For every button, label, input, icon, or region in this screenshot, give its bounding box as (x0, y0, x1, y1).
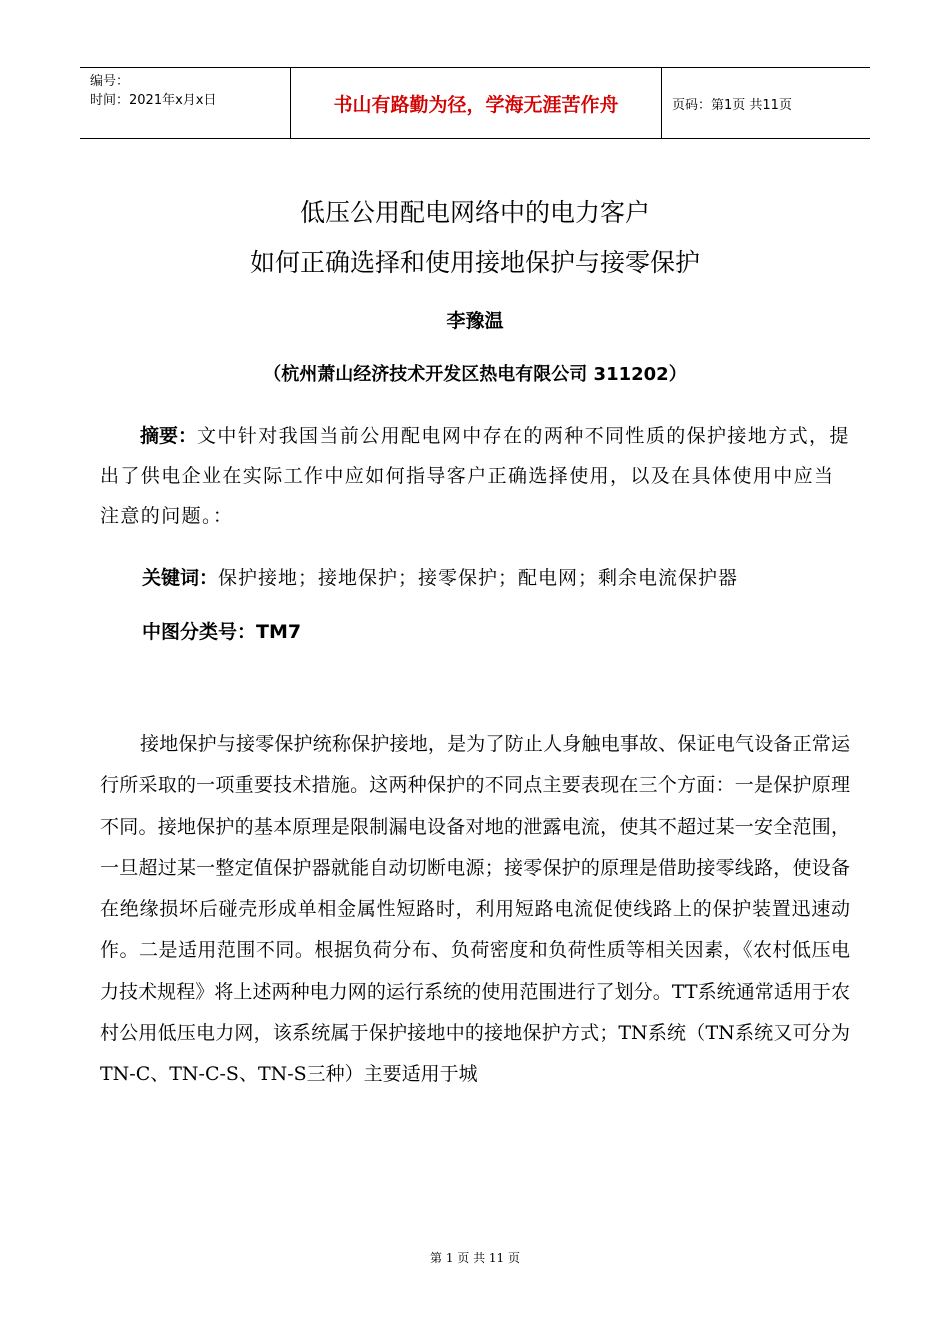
abstract (100, 416, 850, 536)
date-label: 时间：2021年x月x日 (90, 93, 217, 108)
page-footer: 第 1 页 共 11 页 (430, 1251, 520, 1265)
number-label: 编号： (90, 74, 130, 89)
abstract-text: 文中针对我国当前公用配电网中存在的两种不同性质的保护接地方式，提出了供电企业在实际工作中应如何指导客户正确选择使用，以及在具体使用中应当注意的问题。： (100, 425, 850, 527)
header-meta (80, 68, 291, 138)
abstract-label: 摘要： (140, 425, 198, 447)
author: 李豫温 (446, 310, 504, 332)
header-table (80, 67, 870, 139)
header-page-info: 页码：第1页 共11页 (672, 97, 792, 113)
affiliation: （杭州萧山经济技术开发区热电有限公司 311202） (263, 364, 687, 385)
keywords (142, 563, 738, 590)
title-line-2: 如何正确选择和使用接地保护与接零保护 (249, 248, 700, 277)
classification: 中图分类号：TM7 (142, 621, 302, 643)
keywords-text: 保护接地；接地保护；接零保护；配电网；剩余电流保护器 (218, 567, 739, 589)
body-paragraph: 接地保护与接零保护统称保护接地，是为了防止人身触电事故、保证电气设备正常运行所采取的一项重要技术措施。这两种保护的不同点主要表现在三个方面：一是保护原理不同。接地保护的基本原理是限制漏电设备对地的泄露电流，使其不超过某一安全范围，一旦超过某一整定值保护器就能自动切断电源；接零保护的原理是借助接零线路，使设备在绝缘损坏后碰壳形成单相金属性短路时，利用短路电流促使线路上的保护装置迅速动作。二是适用范围不同。根据负荷分布、负荷密度和负荷性质等相关因素，《农村低压电力技术规程》将上述两种电力网的运行系统的使用范围进行了划分。TT系统通常适用于农村公用低压电力网，该系统属于保护接地中的接地保护方式；TN系统（TN系统又可分为TN-C、TN-C-S、TN-S三种）主要适用于城 (100, 733, 850, 1086)
title-line-1: 低压公用配电网络中的电力客户 (299, 198, 650, 227)
keywords-label: 关键词： (142, 567, 219, 589)
header-motto: 书山有路勤为径，学海无涯苦作舟 (291, 68, 662, 138)
